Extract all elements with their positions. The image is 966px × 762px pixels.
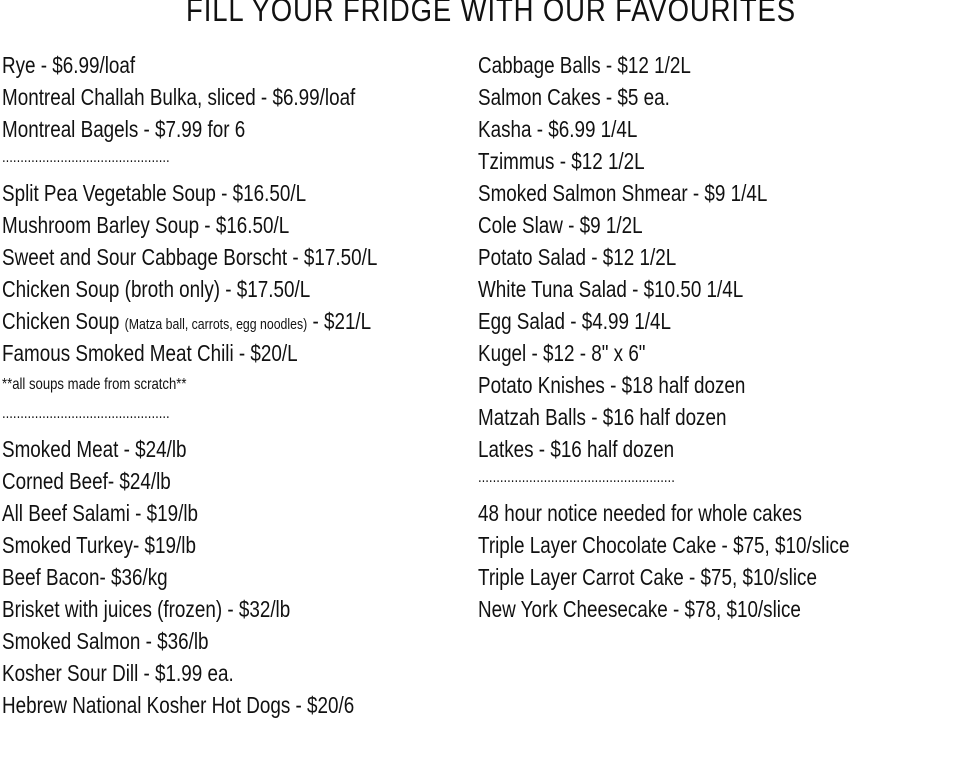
menu-item: Famous Smoked Meat Chili - $20/L bbox=[2, 340, 298, 366]
menu-item: Cabbage Balls - $12 1/2L bbox=[478, 52, 691, 78]
menu-item-price: - $21/L bbox=[307, 308, 372, 334]
menu-item: New York Cheesecake - $78, $10/slice bbox=[478, 596, 801, 622]
right-menu-column bbox=[478, 49, 931, 625]
menu-item: Kosher Sour Dill - $1.99 ea. bbox=[2, 660, 234, 686]
menu-item: Smoked Salmon - $36/lb bbox=[2, 628, 209, 654]
menu-item: Smoked Meat - $24/lb bbox=[2, 436, 187, 462]
page-title: FILL YOUR FRIDGE WITH OUR FAVOURITES bbox=[186, 0, 796, 28]
menu-item: Montreal Bagels - $7.99 for 6 bbox=[2, 116, 246, 142]
menu-item: Latkes - $16 half dozen bbox=[478, 436, 675, 462]
section-divider: .............................................. bbox=[2, 149, 170, 166]
menu-item: Hebrew National Kosher Hot Dogs - $20/6 bbox=[2, 692, 355, 718]
left-menu-column bbox=[2, 49, 460, 721]
menu-item: Potato Knishes - $18 half dozen bbox=[478, 372, 746, 398]
section-divider: ...................................................... bbox=[478, 469, 675, 486]
menu-item: Split Pea Vegetable Soup - $16.50/L bbox=[2, 180, 307, 206]
menu-item: Tzimmus - $12 1/2L bbox=[478, 148, 645, 174]
menu-item: Corned Beef- $24/lb bbox=[2, 468, 171, 494]
menu-item-detail: (Matza ball, carrots, egg noodles) bbox=[124, 316, 308, 333]
menu-item: Chicken Soup (broth only) - $17.50/L bbox=[2, 276, 311, 302]
menu-item: Triple Layer Chocolate Cake - $75, $10/slice bbox=[478, 532, 850, 558]
menu-item: Smoked Salmon Shmear - $9 1/4L bbox=[478, 180, 768, 206]
menu-item: Kugel - $12 - 8" x 6" bbox=[478, 340, 646, 366]
menu-item: White Tuna Salad - $10.50 1/4L bbox=[478, 276, 744, 302]
menu-item: Triple Layer Carrot Cake - $75, $10/slice bbox=[478, 564, 817, 590]
section-divider: .............................................. bbox=[2, 405, 170, 422]
menu-item: Smoked Turkey- $19/lb bbox=[2, 532, 196, 558]
menu-item: Mushroom Barley Soup - $16.50/L bbox=[2, 212, 290, 238]
menu-item: Rye - $6.99/loaf bbox=[2, 52, 136, 78]
menu-item: Brisket with juices (frozen) - $32/lb bbox=[2, 596, 291, 622]
menu-item-name: Chicken Soup bbox=[2, 308, 125, 334]
menu-item: Sweet and Sour Cabbage Borscht - $17.50/L bbox=[2, 244, 378, 270]
menu-item: Kasha - $6.99 1/4L bbox=[478, 116, 638, 142]
menu-item: Egg Salad - $4.99 1/4L bbox=[478, 308, 671, 334]
menu-item: Montreal Challah Bulka, sliced - $6.99/loaf bbox=[2, 84, 356, 110]
menu-item: Salmon Cakes - $5 ea. bbox=[478, 84, 670, 110]
menu-item: Beef Bacon- $36/kg bbox=[2, 564, 168, 590]
menu-item bbox=[2, 305, 377, 337]
menu-item: Potato Salad - $12 1/2L bbox=[478, 244, 677, 270]
cake-notice: 48 hour notice needed for whole cakes bbox=[478, 500, 802, 526]
menu-item: Cole Slaw - $9 1/2L bbox=[478, 212, 643, 238]
soup-note: **all soups made from scratch** bbox=[2, 376, 187, 393]
menu-item: All Beef Salami - $19/lb bbox=[2, 500, 199, 526]
menu-item: Matzah Balls - $16 half dozen bbox=[478, 404, 727, 430]
